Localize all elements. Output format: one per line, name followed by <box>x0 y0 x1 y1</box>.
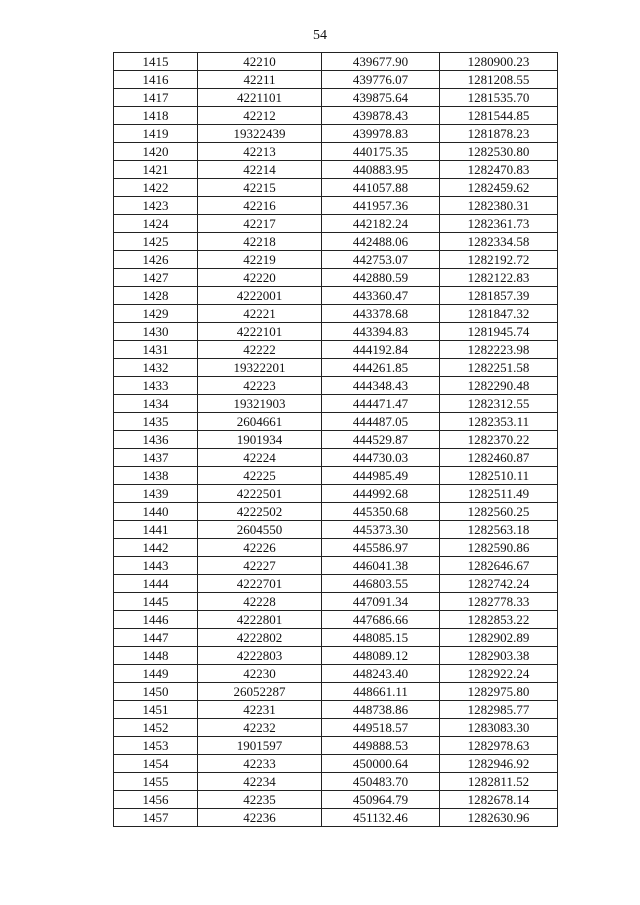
point-number-cell: 1456 <box>114 791 198 809</box>
point-number-cell: 1452 <box>114 719 198 737</box>
table-row <box>114 197 558 215</box>
x-coordinate-cell: 444985.49 <box>322 467 440 485</box>
y-coordinate-cell: 1282223.98 <box>440 341 558 359</box>
x-coordinate-cell: 448089.12 <box>322 647 440 665</box>
point-number-cell: 1420 <box>114 143 198 161</box>
y-coordinate-cell: 1282353.11 <box>440 413 558 431</box>
point-id-cell: 42232 <box>198 719 322 737</box>
point-number-cell: 1446 <box>114 611 198 629</box>
point-number-cell: 1457 <box>114 809 198 827</box>
x-coordinate-cell: 448085.15 <box>322 629 440 647</box>
y-coordinate-cell: 1282590.86 <box>440 539 558 557</box>
x-coordinate-cell: 443394.83 <box>322 323 440 341</box>
point-id-cell: 4221101 <box>198 89 322 107</box>
y-coordinate-cell: 1282312.55 <box>440 395 558 413</box>
x-coordinate-cell: 445350.68 <box>322 503 440 521</box>
point-number-cell: 1433 <box>114 377 198 395</box>
table-row <box>114 647 558 665</box>
point-id-cell: 42222 <box>198 341 322 359</box>
table-row <box>114 485 558 503</box>
x-coordinate-cell: 447091.34 <box>322 593 440 611</box>
point-number-cell: 1455 <box>114 773 198 791</box>
point-id-cell: 1901934 <box>198 431 322 449</box>
table-row <box>114 323 558 341</box>
point-id-cell: 4222001 <box>198 287 322 305</box>
point-id-cell: 42211 <box>198 71 322 89</box>
point-id-cell: 42220 <box>198 269 322 287</box>
y-coordinate-cell: 1282903.38 <box>440 647 558 665</box>
y-coordinate-cell: 1282251.58 <box>440 359 558 377</box>
x-coordinate-cell: 448738.86 <box>322 701 440 719</box>
table-row <box>114 773 558 791</box>
x-coordinate-cell: 449888.53 <box>322 737 440 755</box>
point-number-cell: 1450 <box>114 683 198 701</box>
table-row <box>114 503 558 521</box>
point-id-cell: 4222701 <box>198 575 322 593</box>
y-coordinate-cell: 1282370.22 <box>440 431 558 449</box>
x-coordinate-cell: 448661.11 <box>322 683 440 701</box>
y-coordinate-cell: 1281544.85 <box>440 107 558 125</box>
y-coordinate-cell: 1282334.58 <box>440 233 558 251</box>
point-id-cell: 4222802 <box>198 629 322 647</box>
y-coordinate-cell: 1281945.74 <box>440 323 558 341</box>
table-row <box>114 809 558 827</box>
y-coordinate-cell: 1282470.83 <box>440 161 558 179</box>
point-id-cell: 42235 <box>198 791 322 809</box>
point-number-cell: 1441 <box>114 521 198 539</box>
point-number-cell: 1439 <box>114 485 198 503</box>
point-id-cell: 42228 <box>198 593 322 611</box>
point-number-cell: 1423 <box>114 197 198 215</box>
point-number-cell: 1436 <box>114 431 198 449</box>
y-coordinate-cell: 1281878.23 <box>440 125 558 143</box>
point-id-cell: 42221 <box>198 305 322 323</box>
x-coordinate-cell: 441957.36 <box>322 197 440 215</box>
x-coordinate-cell: 451132.46 <box>322 809 440 827</box>
x-coordinate-cell: 444348.43 <box>322 377 440 395</box>
y-coordinate-cell: 1282678.14 <box>440 791 558 809</box>
y-coordinate-cell: 1282459.62 <box>440 179 558 197</box>
table-row <box>114 575 558 593</box>
point-id-cell: 42227 <box>198 557 322 575</box>
x-coordinate-cell: 444487.05 <box>322 413 440 431</box>
table-row <box>114 791 558 809</box>
y-coordinate-cell: 1282460.87 <box>440 449 558 467</box>
y-coordinate-cell: 1281847.32 <box>440 305 558 323</box>
table-row <box>114 89 558 107</box>
y-coordinate-cell: 1282560.25 <box>440 503 558 521</box>
point-id-cell: 42213 <box>198 143 322 161</box>
point-number-cell: 1447 <box>114 629 198 647</box>
point-number-cell: 1444 <box>114 575 198 593</box>
x-coordinate-cell: 444471.47 <box>322 395 440 413</box>
x-coordinate-cell: 446041.38 <box>322 557 440 575</box>
point-number-cell: 1424 <box>114 215 198 233</box>
point-number-cell: 1451 <box>114 701 198 719</box>
table-row <box>114 215 558 233</box>
y-coordinate-cell: 1281857.39 <box>440 287 558 305</box>
point-id-cell: 42234 <box>198 773 322 791</box>
table-row <box>114 125 558 143</box>
x-coordinate-cell: 441057.88 <box>322 179 440 197</box>
point-number-cell: 1449 <box>114 665 198 683</box>
point-id-cell: 42214 <box>198 161 322 179</box>
point-id-cell: 4222101 <box>198 323 322 341</box>
table-row <box>114 377 558 395</box>
x-coordinate-cell: 442182.24 <box>322 215 440 233</box>
table-row <box>114 665 558 683</box>
x-coordinate-cell: 448243.40 <box>322 665 440 683</box>
x-coordinate-cell: 444529.87 <box>322 431 440 449</box>
y-coordinate-cell: 1282902.89 <box>440 629 558 647</box>
table-row <box>114 395 558 413</box>
point-number-cell: 1421 <box>114 161 198 179</box>
table-row <box>114 431 558 449</box>
y-coordinate-cell: 1280900.23 <box>440 53 558 71</box>
table-row <box>114 413 558 431</box>
x-coordinate-cell: 439776.07 <box>322 71 440 89</box>
y-coordinate-cell: 1282380.31 <box>440 197 558 215</box>
point-id-cell: 42224 <box>198 449 322 467</box>
point-id-cell: 42226 <box>198 539 322 557</box>
y-coordinate-cell: 1282853.22 <box>440 611 558 629</box>
point-id-cell: 42231 <box>198 701 322 719</box>
table-row <box>114 701 558 719</box>
y-coordinate-cell: 1282646.67 <box>440 557 558 575</box>
table-row <box>114 161 558 179</box>
point-id-cell: 42236 <box>198 809 322 827</box>
y-coordinate-cell: 1282778.33 <box>440 593 558 611</box>
table-row <box>114 557 558 575</box>
x-coordinate-cell: 450964.79 <box>322 791 440 809</box>
point-number-cell: 1435 <box>114 413 198 431</box>
table-row <box>114 611 558 629</box>
x-coordinate-cell: 439878.43 <box>322 107 440 125</box>
point-number-cell: 1426 <box>114 251 198 269</box>
point-id-cell: 42223 <box>198 377 322 395</box>
point-number-cell: 1429 <box>114 305 198 323</box>
x-coordinate-cell: 447686.66 <box>322 611 440 629</box>
x-coordinate-cell: 443360.47 <box>322 287 440 305</box>
x-coordinate-cell: 444261.85 <box>322 359 440 377</box>
coordinates-table <box>113 52 558 827</box>
point-number-cell: 1440 <box>114 503 198 521</box>
point-number-cell: 1448 <box>114 647 198 665</box>
y-coordinate-cell: 1282978.63 <box>440 737 558 755</box>
y-coordinate-cell: 1282530.80 <box>440 143 558 161</box>
x-coordinate-cell: 450483.70 <box>322 773 440 791</box>
y-coordinate-cell: 1282510.11 <box>440 467 558 485</box>
point-id-cell: 42217 <box>198 215 322 233</box>
table-row <box>114 107 558 125</box>
table-row <box>114 287 558 305</box>
x-coordinate-cell: 443378.68 <box>322 305 440 323</box>
y-coordinate-cell: 1282630.96 <box>440 809 558 827</box>
x-coordinate-cell: 439875.64 <box>322 89 440 107</box>
table-row <box>114 449 558 467</box>
x-coordinate-cell: 445586.97 <box>322 539 440 557</box>
x-coordinate-cell: 444730.03 <box>322 449 440 467</box>
point-id-cell: 42212 <box>198 107 322 125</box>
point-id-cell: 19321903 <box>198 395 322 413</box>
table-row <box>114 53 558 71</box>
coordinates-table-body <box>114 53 558 827</box>
point-id-cell: 4222803 <box>198 647 322 665</box>
x-coordinate-cell: 439978.83 <box>322 125 440 143</box>
y-coordinate-cell: 1282290.48 <box>440 377 558 395</box>
point-number-cell: 1418 <box>114 107 198 125</box>
x-coordinate-cell: 444192.84 <box>322 341 440 359</box>
point-id-cell: 4222801 <box>198 611 322 629</box>
table-row <box>114 359 558 377</box>
point-number-cell: 1437 <box>114 449 198 467</box>
point-id-cell: 42215 <box>198 179 322 197</box>
y-coordinate-cell: 1282122.83 <box>440 269 558 287</box>
point-id-cell: 42218 <box>198 233 322 251</box>
table-row <box>114 521 558 539</box>
x-coordinate-cell: 439677.90 <box>322 53 440 71</box>
point-id-cell: 42225 <box>198 467 322 485</box>
table-row <box>114 467 558 485</box>
table-row <box>114 269 558 287</box>
point-id-cell: 4222502 <box>198 503 322 521</box>
point-number-cell: 1422 <box>114 179 198 197</box>
x-coordinate-cell: 442488.06 <box>322 233 440 251</box>
y-coordinate-cell: 1282192.72 <box>440 251 558 269</box>
point-id-cell: 42233 <box>198 755 322 773</box>
y-coordinate-cell: 1281208.55 <box>440 71 558 89</box>
table-row <box>114 629 558 647</box>
table-row <box>114 251 558 269</box>
y-coordinate-cell: 1282985.77 <box>440 701 558 719</box>
point-id-cell: 42230 <box>198 665 322 683</box>
point-number-cell: 1442 <box>114 539 198 557</box>
table-row <box>114 305 558 323</box>
point-number-cell: 1419 <box>114 125 198 143</box>
x-coordinate-cell: 440883.95 <box>322 161 440 179</box>
point-number-cell: 1443 <box>114 557 198 575</box>
table-row <box>114 539 558 557</box>
y-coordinate-cell: 1282946.92 <box>440 755 558 773</box>
x-coordinate-cell: 442753.07 <box>322 251 440 269</box>
point-number-cell: 1425 <box>114 233 198 251</box>
y-coordinate-cell: 1282361.73 <box>440 215 558 233</box>
point-number-cell: 1415 <box>114 53 198 71</box>
x-coordinate-cell: 450000.64 <box>322 755 440 773</box>
point-number-cell: 1438 <box>114 467 198 485</box>
point-id-cell: 19322201 <box>198 359 322 377</box>
point-number-cell: 1431 <box>114 341 198 359</box>
table-row <box>114 143 558 161</box>
y-coordinate-cell: 1282511.49 <box>440 485 558 503</box>
point-number-cell: 1430 <box>114 323 198 341</box>
point-number-cell: 1428 <box>114 287 198 305</box>
point-number-cell: 1445 <box>114 593 198 611</box>
y-coordinate-cell: 1282811.52 <box>440 773 558 791</box>
y-coordinate-cell: 1283083.30 <box>440 719 558 737</box>
y-coordinate-cell: 1282922.24 <box>440 665 558 683</box>
x-coordinate-cell: 444992.68 <box>322 485 440 503</box>
x-coordinate-cell: 445373.30 <box>322 521 440 539</box>
table-row <box>114 71 558 89</box>
point-number-cell: 1427 <box>114 269 198 287</box>
point-number-cell: 1417 <box>114 89 198 107</box>
point-id-cell: 42219 <box>198 251 322 269</box>
point-id-cell: 42216 <box>198 197 322 215</box>
point-id-cell: 26052287 <box>198 683 322 701</box>
y-coordinate-cell: 1282563.18 <box>440 521 558 539</box>
point-id-cell: 2604550 <box>198 521 322 539</box>
y-coordinate-cell: 1281535.70 <box>440 89 558 107</box>
point-id-cell: 19322439 <box>198 125 322 143</box>
point-number-cell: 1434 <box>114 395 198 413</box>
point-number-cell: 1453 <box>114 737 198 755</box>
point-id-cell: 1901597 <box>198 737 322 755</box>
page-number: 54 <box>313 28 327 43</box>
point-id-cell: 4222501 <box>198 485 322 503</box>
y-coordinate-cell: 1282975.80 <box>440 683 558 701</box>
point-number-cell: 1432 <box>114 359 198 377</box>
y-coordinate-cell: 1282742.24 <box>440 575 558 593</box>
x-coordinate-cell: 442880.59 <box>322 269 440 287</box>
x-coordinate-cell: 446803.55 <box>322 575 440 593</box>
table-row <box>114 719 558 737</box>
point-id-cell: 42210 <box>198 53 322 71</box>
point-number-cell: 1416 <box>114 71 198 89</box>
x-coordinate-cell: 440175.35 <box>322 143 440 161</box>
table-row <box>114 233 558 251</box>
table-row <box>114 683 558 701</box>
x-coordinate-cell: 449518.57 <box>322 719 440 737</box>
table-row <box>114 755 558 773</box>
table-row <box>114 737 558 755</box>
table-row <box>114 593 558 611</box>
table-row <box>114 341 558 359</box>
point-id-cell: 2604661 <box>198 413 322 431</box>
point-number-cell: 1454 <box>114 755 198 773</box>
table-row <box>114 179 558 197</box>
